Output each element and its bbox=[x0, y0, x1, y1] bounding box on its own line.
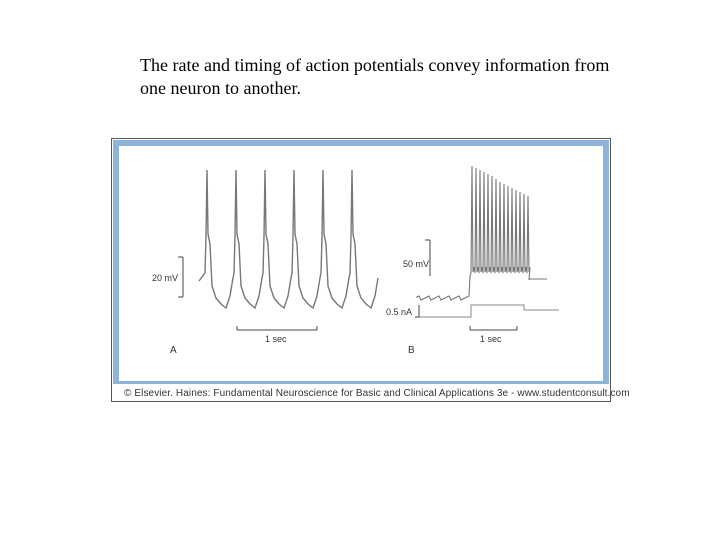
panel-b-time-label: 1 sec bbox=[480, 334, 502, 344]
slide-caption bbox=[140, 54, 660, 100]
caption-line-2: one neuron to another. bbox=[140, 78, 301, 98]
panel-a-voltage-trace bbox=[199, 170, 378, 308]
panel-b-voltage-scale-bar bbox=[425, 240, 430, 276]
panel-b-label: B bbox=[408, 345, 415, 356]
panel-a-time-label: 1 sec bbox=[265, 334, 287, 344]
panel-b-current-scale-bar bbox=[415, 305, 419, 317]
panel-a-voltage-label: 20 mV bbox=[152, 273, 179, 283]
panel-b-current-label: 0.5 nA bbox=[386, 307, 413, 317]
action-potential-figure bbox=[119, 146, 603, 381]
panel-b-time-scale-bar bbox=[470, 326, 517, 330]
panel-a-time-scale-bar bbox=[237, 326, 317, 330]
panel-b-current-step bbox=[417, 305, 559, 317]
panel-a-voltage-scale-bar bbox=[178, 257, 183, 297]
caption-line-1: The rate and timing of action potentials convey information from bbox=[140, 55, 610, 75]
panel-b-voltage-trace bbox=[417, 166, 547, 300]
panel-a-label: A bbox=[170, 345, 177, 356]
panel-b-voltage-label: 50 mV bbox=[403, 259, 430, 269]
copyright-credit: © Elsevier. Haines: Fundamental Neuroscience for Basic and Clinical Applications 3e - www.studentconsult.com bbox=[124, 388, 630, 399]
